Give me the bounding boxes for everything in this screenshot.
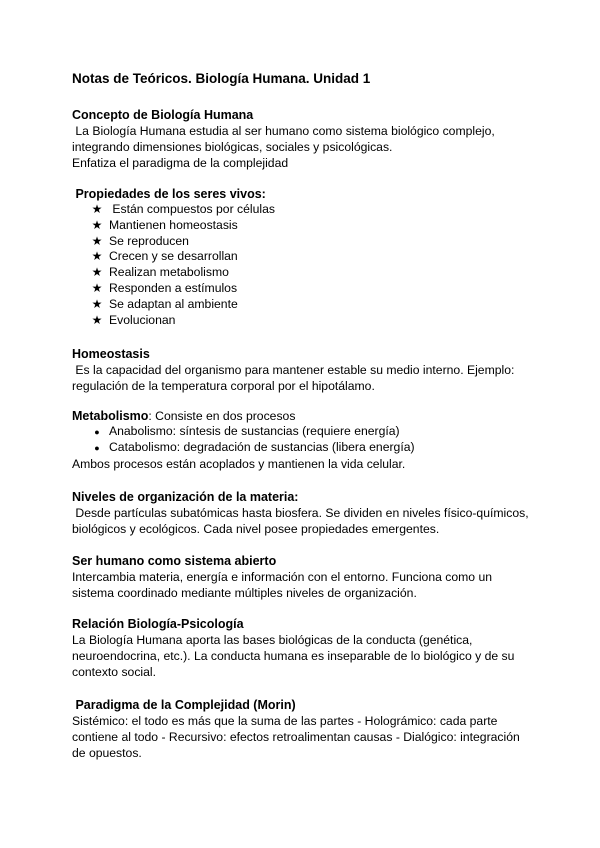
star-icon: ★	[91, 265, 103, 280]
list-item: ★ Se adaptan al ambiente	[91, 296, 238, 311]
text-line: contiene al todo - Recursivo: efectos retroalimentan causas - Dialógico: integración	[72, 730, 520, 744]
section-closing: Ambos procesos están acoplados y mantienen la vida celular.	[72, 456, 406, 471]
section-body	[72, 505, 542, 537]
star-icon: ★	[91, 217, 103, 232]
bullet-icon: ●	[94, 427, 100, 437]
section-sistema-abierto	[72, 553, 542, 601]
list-item: ★ Realizan metabolismo	[91, 265, 229, 280]
metabolism-list	[72, 424, 542, 456]
section-heading: Paradigma de la Complejidad (Morin)	[72, 698, 296, 712]
list-item: ★ Crecen y se desarrollan	[91, 249, 238, 264]
list-item: ★ Mantienen homeostasis	[91, 217, 238, 232]
section-heading: Niveles de organización de la materia:	[72, 490, 299, 504]
section-heading: Relación Biología-Psicología	[72, 617, 244, 631]
list-item: ★ Responden a estímulos	[91, 280, 238, 295]
list-item: ★ Se reproducen	[91, 233, 189, 248]
properties-list	[72, 202, 542, 328]
section-complejidad	[72, 697, 542, 761]
section-heading: Metabolismo	[72, 409, 149, 423]
star-icon: ★	[91, 249, 103, 264]
document-title: Notas de Teóricos. Biología Humana. Unidad 1	[72, 71, 371, 86]
text-line: integrando dimensiones biológicas, sociales y psicológicas.	[72, 140, 393, 154]
section-niveles	[72, 489, 542, 537]
section-intro: : Consiste en dos procesos	[148, 409, 296, 423]
section-heading: Homeostasis	[72, 347, 150, 361]
section-homeostasis	[72, 346, 542, 394]
section-intro-line	[72, 408, 542, 424]
text-line: La Biología Humana estudia al ser humano como sistema biológico complejo,	[72, 124, 495, 138]
section-concepto	[72, 107, 542, 171]
section-heading: Ser humano como sistema abierto	[72, 554, 277, 568]
text-line: Es la capacidad del organismo para mantener estable su medio interno. Ejemplo:	[72, 363, 515, 377]
section-heading: Concepto de Biología Humana	[72, 108, 254, 122]
list-item: ★ Evolucionan	[91, 312, 176, 327]
text-line: La Biología Humana aporta las bases biológicas de la conducta (genética,	[72, 633, 473, 647]
star-icon: ★	[91, 312, 103, 327]
text-line: de opuestos.	[72, 746, 142, 760]
section-relacion	[72, 616, 542, 680]
section-heading: Propiedades de los seres vivos:	[72, 187, 266, 201]
text-line: sistema coordinado mediante múltiples niveles de organización.	[72, 586, 417, 600]
star-icon: ★	[91, 233, 103, 248]
text-line: Intercambia materia, energía e información con el entorno. Funciona como un	[72, 570, 493, 584]
text-line: biológicos y ecológicos. Cada nivel posee propiedades emergentes.	[72, 522, 440, 536]
list-item: ★ Están compuestos por células	[91, 202, 275, 216]
bullet-icon: ●	[94, 442, 100, 453]
text-line: Sistémico: el todo es más que la suma de las partes - Holográmico: cada parte	[72, 714, 498, 728]
section-propiedades	[72, 186, 542, 328]
text-line: neuroendocrina, etc.). La conducta humana es inseparable de lo biológico y de su	[72, 649, 515, 663]
star-icon: ★	[91, 296, 103, 311]
section-body	[72, 362, 542, 394]
section-metabolismo	[72, 408, 542, 472]
list-item: ● Catabolismo: degradación de sustancias (libera energía)	[72, 440, 542, 456]
text-line: contexto social.	[72, 665, 157, 679]
text-line: regulación de la temperatura corporal por el hipotálamo.	[72, 379, 375, 393]
text-line: Desde partículas subatómicas hasta biosfera. Se dividen en niveles físico-químicos,	[72, 506, 529, 520]
star-icon: ★	[91, 202, 103, 216]
star-icon: ★	[91, 280, 103, 295]
section-body	[72, 123, 542, 171]
section-body	[72, 713, 542, 761]
section-body	[72, 569, 542, 601]
list-item: ● Anabolismo: síntesis de sustancias (requiere energía)	[72, 424, 542, 440]
section-body	[72, 632, 542, 680]
text-line: Enfatiza el paradigma de la complejidad	[72, 156, 289, 170]
